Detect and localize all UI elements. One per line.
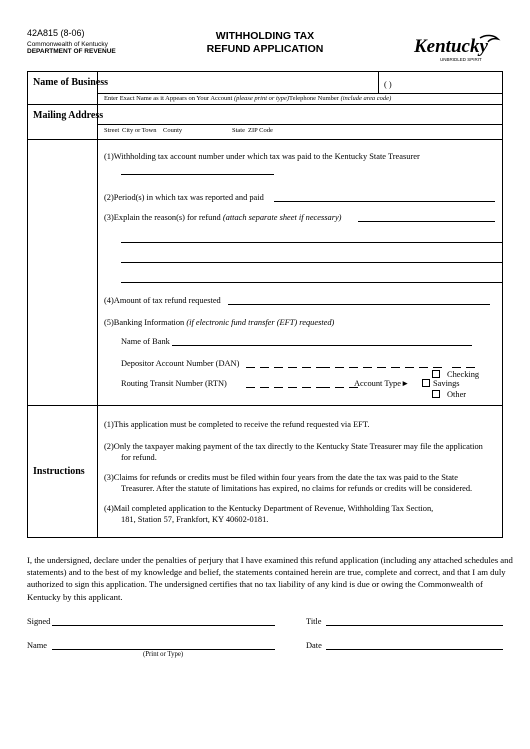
reason-field-2[interactable] bbox=[121, 242, 502, 243]
bank-name-field[interactable] bbox=[172, 345, 472, 346]
form-title-line2: REFUND APPLICATION bbox=[206, 43, 324, 55]
printed-name-field[interactable] bbox=[52, 649, 275, 650]
business-name-caption: Enter Exact Name as it Appears on Your Account (please print or type)Telephone Number (include area code) bbox=[104, 95, 392, 102]
svg-text:UNBRIDLED SPIRIT: UNBRIDLED SPIRIT bbox=[440, 57, 482, 62]
account-number-field[interactable] bbox=[121, 174, 274, 175]
instruction-1: (1)This application must be completed to receive the refund requested via EFT. bbox=[104, 420, 370, 429]
county-caption: County bbox=[163, 127, 183, 134]
title-label: Title bbox=[306, 617, 322, 626]
zip-caption: ZIP Code bbox=[248, 127, 273, 134]
reason-field-1[interactable] bbox=[358, 221, 495, 222]
signed-label: Signed bbox=[27, 617, 51, 626]
reason-field-3[interactable] bbox=[121, 262, 502, 263]
bank-name-label: Name of Bank bbox=[121, 337, 170, 346]
date-field[interactable] bbox=[326, 649, 503, 650]
instruction-2a: (2)Only the taxpayer making payment of the tax directly to the Kentucky State Treasurer may file the application bbox=[104, 442, 483, 451]
svg-text:Kentucky: Kentucky bbox=[414, 36, 488, 57]
mailing-address-field[interactable] bbox=[98, 105, 501, 123]
other-checkbox[interactable] bbox=[432, 390, 440, 398]
state-caption: State bbox=[232, 127, 245, 134]
instructions-label: Instructions bbox=[33, 466, 85, 477]
perjury-declaration: I, the undersigned, declare under the penalties of perjury that I have examined this refund application (including any attached schedules and statements) and to the best of my knowledge and belief, the statements contained herein are true, complete and correct, and that I am duly authorized to sign this application. The undersigned certifies that no tax liability of any kind is due or owing the Commonwealth of Kentucky by this applicant. bbox=[27, 555, 513, 602]
reason-field-4[interactable] bbox=[121, 282, 502, 283]
street-caption: Street bbox=[104, 127, 120, 134]
other-option[interactable]: Other bbox=[447, 390, 466, 399]
commonwealth-label: Commonwealth of Kentucky bbox=[27, 41, 108, 48]
checking-checkbox[interactable] bbox=[432, 370, 440, 378]
refund-amount-field[interactable] bbox=[228, 304, 490, 305]
business-name-field[interactable] bbox=[98, 72, 377, 92]
checking-option[interactable]: Checking bbox=[447, 370, 479, 379]
form-number: 42A815 (8-06) bbox=[27, 28, 85, 38]
title-field[interactable] bbox=[326, 625, 503, 626]
instruction-3b: Treasurer. After the statute of limitations has expired, no claims for refunds or credits will be considered. bbox=[121, 484, 473, 493]
form-title-line1: WITHHOLDING TAX bbox=[215, 30, 315, 42]
city-caption: City or Town bbox=[122, 127, 157, 134]
department-label: DEPARTMENT OF REVENUE bbox=[27, 48, 116, 55]
item3-label: (3)Explain the reason(s) for refund (attach separate sheet if necessary) bbox=[104, 213, 342, 222]
instruction-3a: (3)Claims for refunds or credits must be filed within four years from the date the tax was paid to the State bbox=[104, 473, 458, 482]
kentucky-logo bbox=[410, 32, 502, 69]
savings-option[interactable]: Savings bbox=[422, 379, 460, 388]
item2-label: (2)Period(s) in which tax was reported and paid bbox=[104, 193, 264, 202]
mailing-address-label: Mailing Address bbox=[33, 110, 104, 121]
phone-parens: ( ) bbox=[384, 80, 392, 89]
item5-label: (5)Banking Information (if electronic fund transfer (EFT) requested) bbox=[104, 318, 335, 327]
savings-checkbox[interactable] bbox=[422, 379, 430, 387]
account-type-label: Account Type► bbox=[354, 379, 410, 388]
item1-label: (1)Withholding tax account number under which tax was paid to the Kentucky State Treasurer bbox=[104, 152, 420, 161]
print-or-type-caption: (Print or Type) bbox=[143, 651, 184, 658]
instruction-4b: 181, Station 57, Frankfort, KY 40602-0181. bbox=[121, 515, 269, 524]
name-label: Name bbox=[27, 641, 47, 650]
dan-label: Depositor Account Number (DAN) bbox=[121, 359, 240, 368]
item4-label: (4)Amount of tax refund requested bbox=[104, 296, 221, 305]
business-name-label: Name of Business bbox=[33, 77, 109, 88]
instruction-4a: (4)Mail completed application to the Kentucky Department of Revenue, Withholding Tax Section, bbox=[104, 504, 434, 513]
signature-field[interactable] bbox=[52, 625, 275, 626]
telephone-field[interactable] bbox=[379, 72, 501, 92]
rtn-label: Routing Transit Number (RTN) bbox=[121, 379, 227, 388]
period-field[interactable] bbox=[274, 201, 495, 202]
date-label: Date bbox=[306, 641, 322, 650]
instruction-2b: for refund. bbox=[121, 453, 157, 462]
